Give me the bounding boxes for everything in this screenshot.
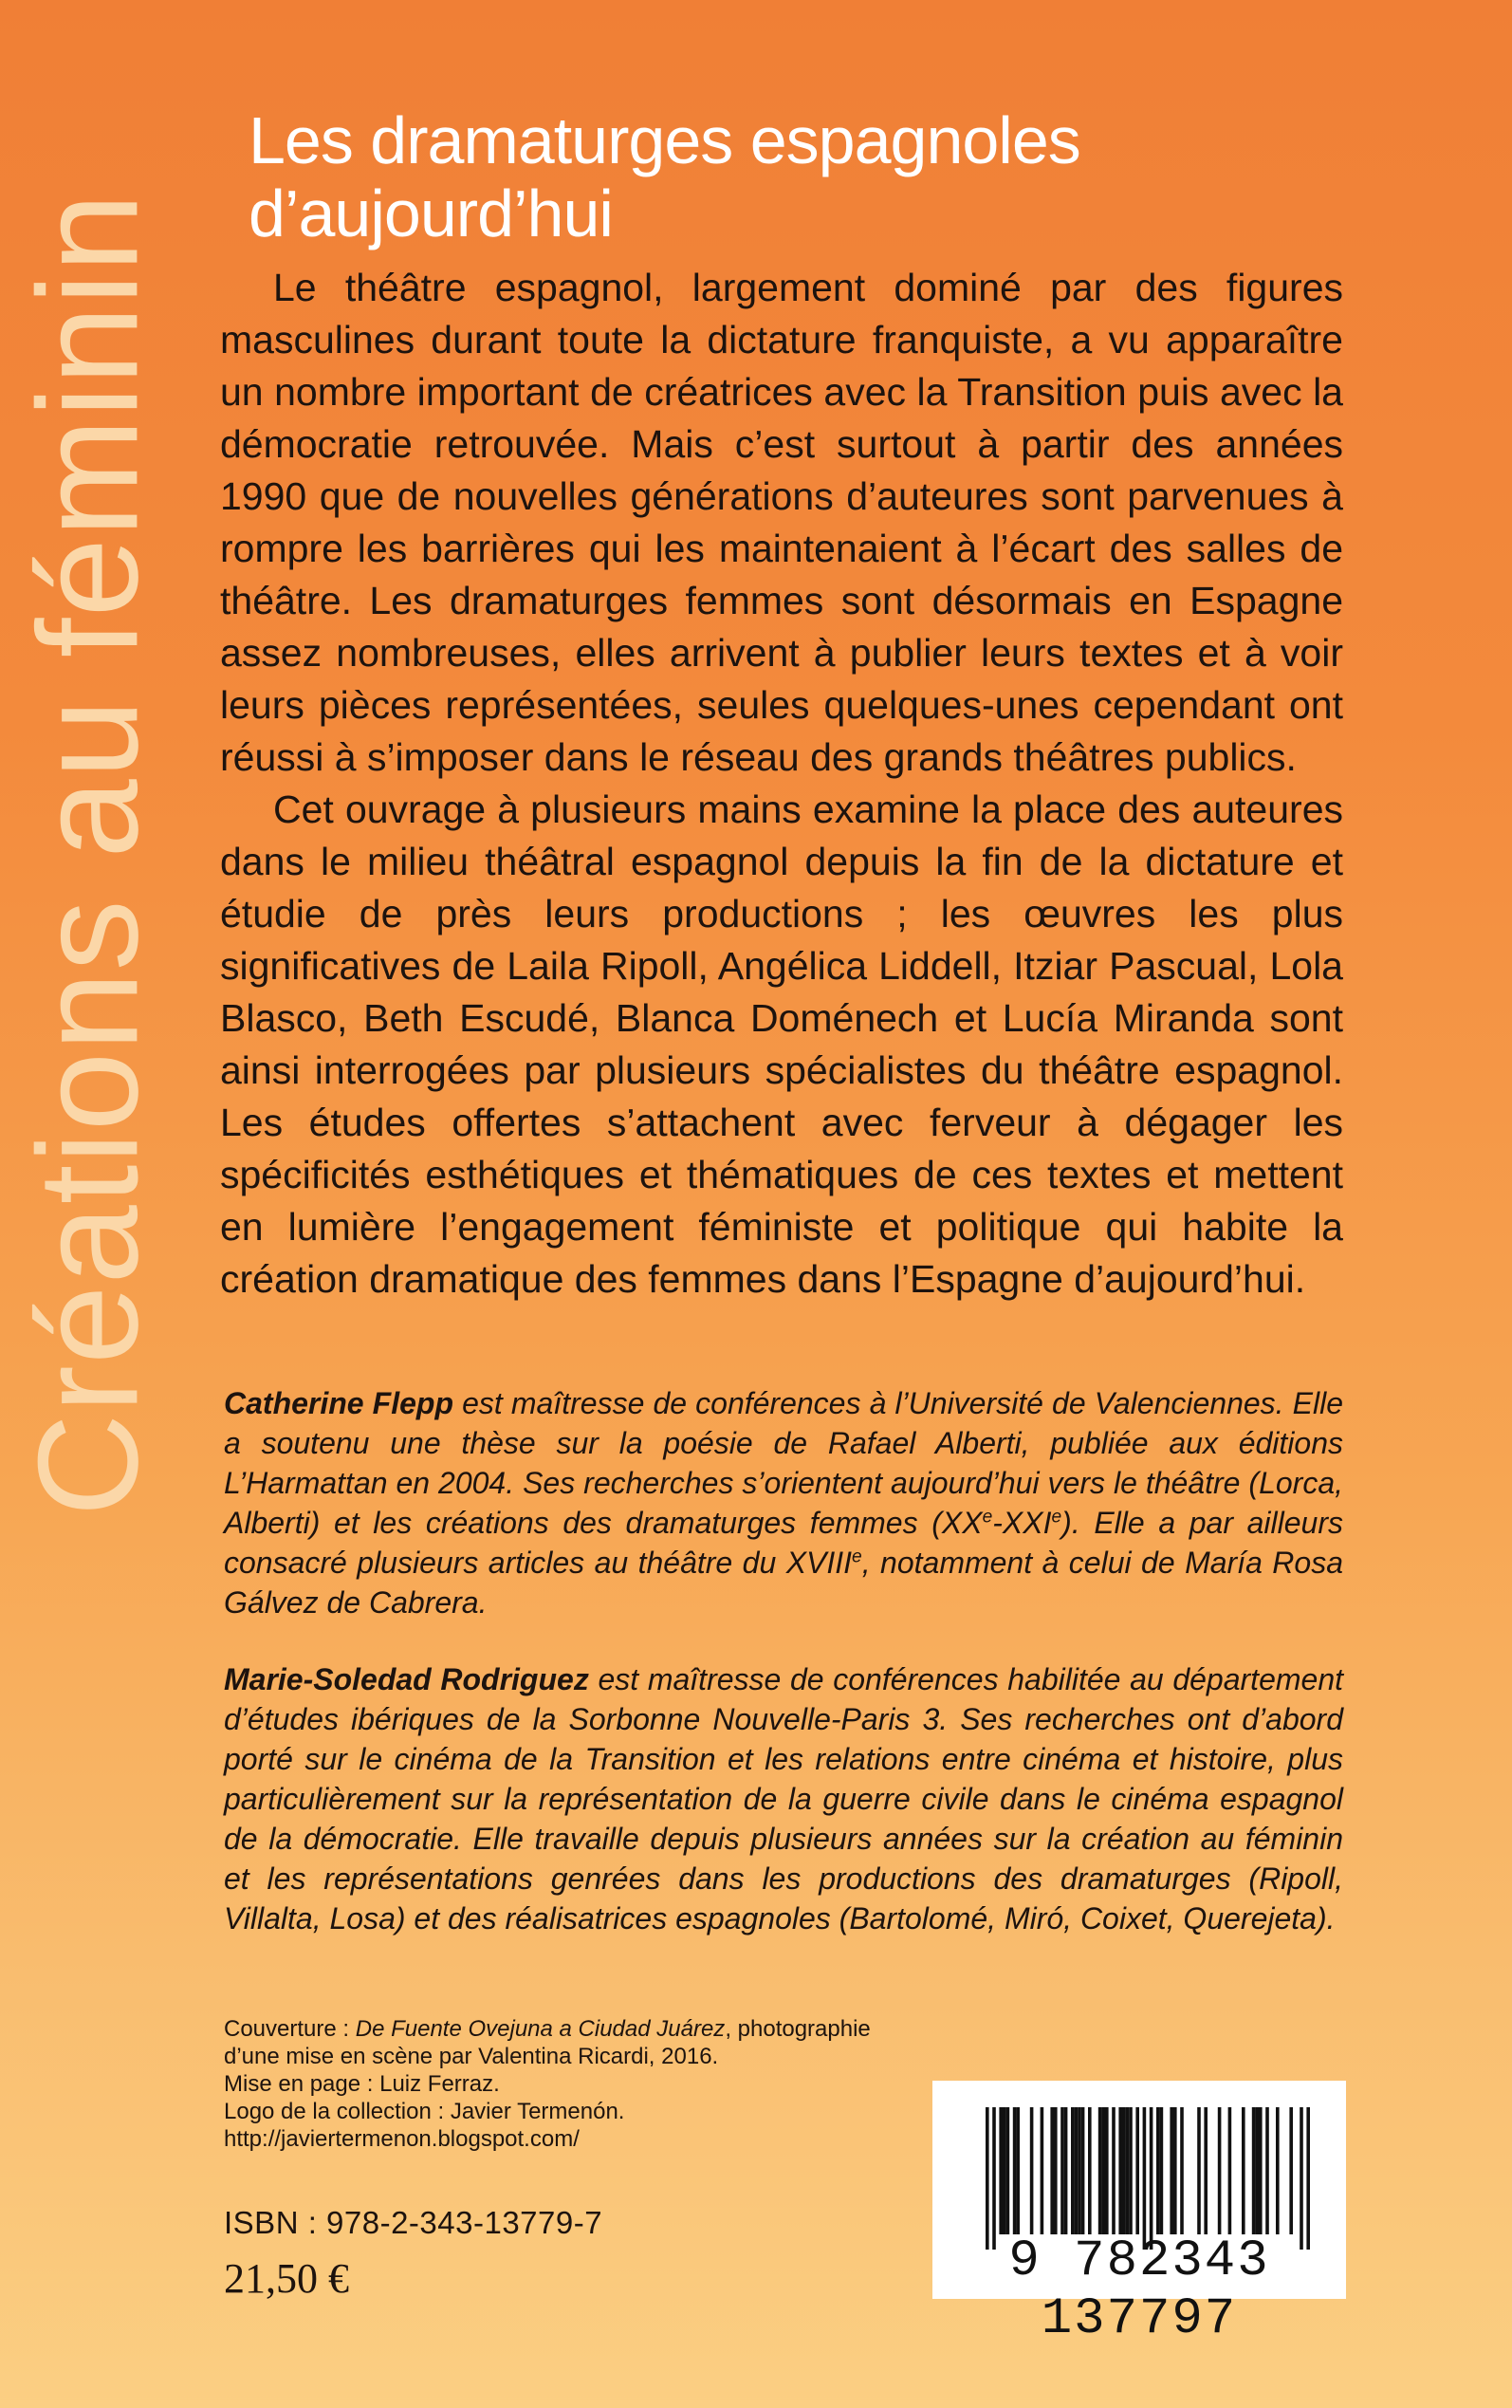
bio-text: , notamment à celui de María Rosa Gálvez de Cabrera. (224, 1546, 1344, 1620)
barcode-bar (1112, 2107, 1116, 2234)
barcode-bar (1255, 2107, 1259, 2234)
series-title-text: Créations au féminin (8, 192, 168, 1516)
layout-credit: Mise en page : Luiz Ferraz. (224, 2071, 500, 2097)
barcode-bar (1105, 2107, 1109, 2234)
barcode-bar (1122, 2107, 1126, 2234)
barcode-bar (1041, 2107, 1044, 2234)
barcode-bar (1306, 2107, 1310, 2250)
cover-credit-title: De Fuente Ovejuna a Ciudad Juárez (355, 2016, 726, 2042)
barcode-bar (1135, 2107, 1139, 2234)
barcode-bar (1118, 2107, 1122, 2234)
barcode-bar (1259, 2107, 1263, 2234)
barcode-bar (992, 2107, 996, 2250)
barcode-bar (1300, 2107, 1303, 2250)
cover-credit-label: Couverture : (224, 2016, 356, 2042)
barcode-bar (1170, 2107, 1173, 2234)
barcode-bar (1081, 2107, 1085, 2234)
logo-credit: Logo de la collection : Javier Termenón. (224, 2099, 625, 2124)
barcode-bar (1013, 2107, 1017, 2234)
barcode-bar (1197, 2107, 1201, 2234)
blurb-paragraph-2: Cet ouvrage à plusieurs mains examine la place des auteures dans le milieu théâtral espagnol depuis la fin de la dictature et étudie de près leurs productions ; les œuvres les plus significatives de Laila Ripoll, Angélica Liddell, Itziar Pascual, Lola Blasco, Beth Escudé, Blanca Doménech et Lucía Miranda sont ainsi interrogées par plusieurs spécialistes du théâtre espagnol. Les études offertes s’attachent avec ferveur à dégager les spécificités esthétiques et thématiques de ces textes et mettent en lumière l’engagement féministe et politique qui habite la création dramatique des femmes dans l’Espagne d’aujourd’hui. (220, 787, 1343, 1301)
superscript: e (852, 1547, 862, 1567)
barcode-bar (1218, 2107, 1222, 2234)
blurb-paragraph-1: Le théâtre espagnol, largement dominé par des figures masculines durant toute la dictature franquiste, a vu apparaître un nombre important de créatrices avec la Transition puis avec la démocratie retrouvée. Mais c’est surtout à partir des années 1990 que de nouvelles générations d’auteures sont parvenues à rompre les barrières qui les maintenaient à l’écart des salles de théâtre. Les dramaturges femmes sont désormais en Espagne assez nombreuses, elles arrivent à publier leurs textes et à voir leurs pièces représentées, seules quelques-unes cependant ont réussi à s’imposer dans le réseau des grands théâtres publics. (220, 266, 1343, 779)
barcode-bar (1060, 2107, 1064, 2234)
barcode-bar (1228, 2107, 1232, 2234)
series-title-vertical (8, 57, 169, 1651)
barcode-bar (1242, 2107, 1245, 2234)
credits (224, 2015, 888, 2153)
barcode-bar (1101, 2107, 1105, 2234)
barcode-bar (1143, 2107, 1147, 2250)
barcode-bar (1180, 2107, 1184, 2234)
barcode-bar (1064, 2107, 1068, 2234)
price: 21,50 € (224, 2255, 349, 2302)
cover-credit (224, 2015, 888, 2070)
barcode-bar (1030, 2107, 1034, 2234)
barcode (932, 2081, 1346, 2348)
superscript: e (982, 1507, 993, 1528)
barcode-bar (1006, 2107, 1010, 2234)
isbn: ISBN : 978-2-343-13779-7 (224, 2205, 603, 2240)
barcode-bar (1265, 2107, 1269, 2234)
barcode-bar (1016, 2107, 1020, 2234)
blurb (220, 262, 1343, 1306)
barcode-bar (1088, 2107, 1092, 2234)
barcode-bar (1160, 2107, 1164, 2234)
bio-text: est maîtresse de conférences habilitée au département d’études ibériques de la Sorbonne Nouvelle-Paris 3. Ses recherches ont d’abord porté sur le cinéma de la Transition et les relations entre cinéma et histoire, plus particulièrement sur la représentation de la guerre civile dans le cinéma espagnol de la démocratie. Elle travaille depuis plusieurs années sur la création au féminin et les représentations genrées dans les productions des dramaturges (Ripoll, Villalta, Losa) et des réalisatrices espagnoles (Bartolomé, Miró, Coixet, Querejeta). (224, 1662, 1344, 1936)
barcode-bar (1129, 2107, 1133, 2234)
barcode-bar (1204, 2107, 1208, 2234)
author-name: Marie-Soledad Rodriguez (224, 1662, 589, 1696)
barcode-bar (1078, 2107, 1081, 2234)
bio-text: est maîtresse de conférences à l’Université de Valenciennes. Elle a soutenu une thèse sur la poésie de Rafael Alberti, publiée aux éditions L’Harmattan en 2004. Ses recherches s’orientent aujourd’hui vers le théâtre (Lorca, Alberti) et les créations des dramaturges femmes (XX (224, 1386, 1344, 1540)
barcode-bar (999, 2107, 1003, 2234)
author-bio-flepp (224, 1383, 1343, 1622)
barcode-bar (1050, 2107, 1054, 2234)
barcode-bar (1173, 2107, 1177, 2234)
barcode-bar (1071, 2107, 1075, 2234)
barcode-bar (1150, 2107, 1153, 2250)
barcode-bar (1252, 2107, 1256, 2234)
barcode-bar (1289, 2107, 1293, 2234)
logo-url: http://javiertermenon.blogspot.com/ (224, 2126, 580, 2152)
barcode-bar (1098, 2107, 1102, 2234)
barcode-bar (1003, 2107, 1006, 2234)
superscript: e (1051, 1507, 1062, 1528)
barcode-digits: 9 782343 137797 (1008, 2232, 1270, 2348)
barcode-bar (1276, 2107, 1280, 2234)
author-bio-rodriguez (224, 1659, 1343, 1938)
author-name: Catherine Flepp (224, 1386, 454, 1420)
barcode-bar (1075, 2107, 1079, 2234)
bio-text: -XXI (992, 1506, 1052, 1540)
barcode-bar (1126, 2107, 1130, 2234)
barcode-bar (1156, 2107, 1160, 2234)
cover-credit-rest: , photographie d’une mise en scène par Valentina Ricardi, 2016. (224, 2016, 871, 2069)
barcode-bar (1054, 2107, 1058, 2234)
bio-text: ). Elle a par ailleurs consacré plusieurs articles au théâtre du XVIII (224, 1506, 1344, 1580)
book-title: Les dramaturges espagnoles d’aujourd’hui (249, 103, 1080, 250)
barcode-bar (986, 2107, 989, 2250)
